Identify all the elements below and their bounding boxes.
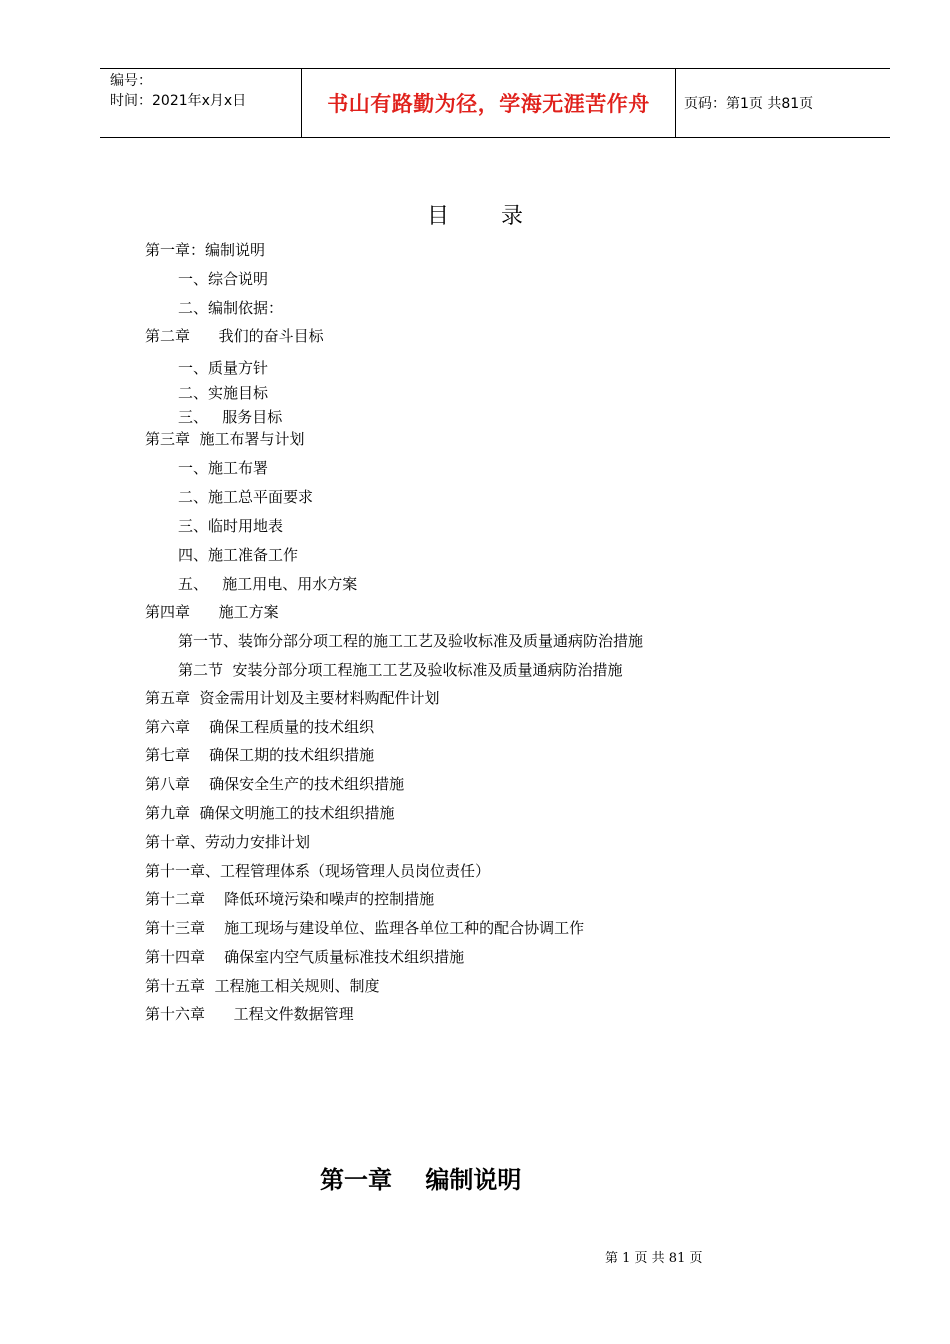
toc-entry: 第十章、劳动力安排计划 [145,833,311,851]
chapter-heading: 第一章 编制说明 [320,1166,522,1194]
toc-entry: 二、施工总平面要求 [178,488,314,506]
toc-title [0,199,950,230]
toc-entry: 第一节、装饰分部分项工程的施工工艺及验收标准及质量通病防治措施 [178,632,644,650]
toc-entry: 第八章 确保安全生产的技术组织措施 [145,775,405,793]
toc-title-left: 目 [426,204,449,229]
document-number-label: 编号： [110,73,152,89]
toc-entry: 第二节 安装分部分项工程施工工艺及验收标准及质量通病防治措施 [178,661,623,679]
toc-entry: 第十三章 施工现场与建设单位、监理各单位工种的配合协调工作 [145,919,585,937]
toc-entry: 二、编制依据： [178,299,284,317]
toc-entry: 一、综合说明 [178,270,269,288]
toc-entry: 第七章 确保工期的技术组织措施 [145,746,375,764]
header-motto-cell [302,69,676,137]
toc-entry: 第二章 我们的奋斗目标 [145,327,324,345]
toc-entry: 第五章 资金需用计划及主要材料购配件计划 [145,689,440,707]
header-meta-cell [100,69,302,137]
document-header [100,68,890,138]
toc-entry: 第四章 施工方案 [145,603,279,621]
toc-entry: 一、质量方针 [178,359,269,377]
toc-entry: 三、临时用地表 [178,517,284,535]
toc-entry: 第三章 施工布署与计划 [145,430,305,448]
toc-entry: 第十六章 工程文件数据管理 [145,1005,354,1023]
toc-entry: 五、 施工用电、用水方案 [178,575,358,593]
header-page-info: 页码：第1页 共81页 [684,96,814,112]
toc-entry: 二、实施目标 [178,384,269,402]
toc-entry: 第十二章 降低环境污染和噪声的控制措施 [145,890,435,908]
toc-entry: 第九章 确保文明施工的技术组织措施 [145,804,395,822]
toc-entry: 第十四章 确保室内空气质量标准技术组织措施 [145,948,465,966]
toc-entry: 三、 服务目标 [178,408,283,426]
toc-entry: 第十五章 工程施工相关规则、制度 [145,977,380,995]
toc-entry: 第一章：编制说明 [145,241,266,259]
document-time-label: 时间：2021年x月x日 [110,93,247,109]
toc-entry: 四、施工准备工作 [178,546,299,564]
toc-entry: 第六章 确保工程质量的技术组织 [145,718,375,736]
header-motto: 书山有路勤为径，学海无涯苦作舟 [327,91,650,116]
toc-entry: 第十一章、工程管理体系（现场管理人员岗位责任） [145,862,491,880]
toc-entry: 一、施工布署 [178,459,269,477]
page-footer: 第 1 页 共 81 页 [605,1251,703,1266]
toc-title-right: 录 [501,204,524,229]
header-page-cell [676,69,890,137]
